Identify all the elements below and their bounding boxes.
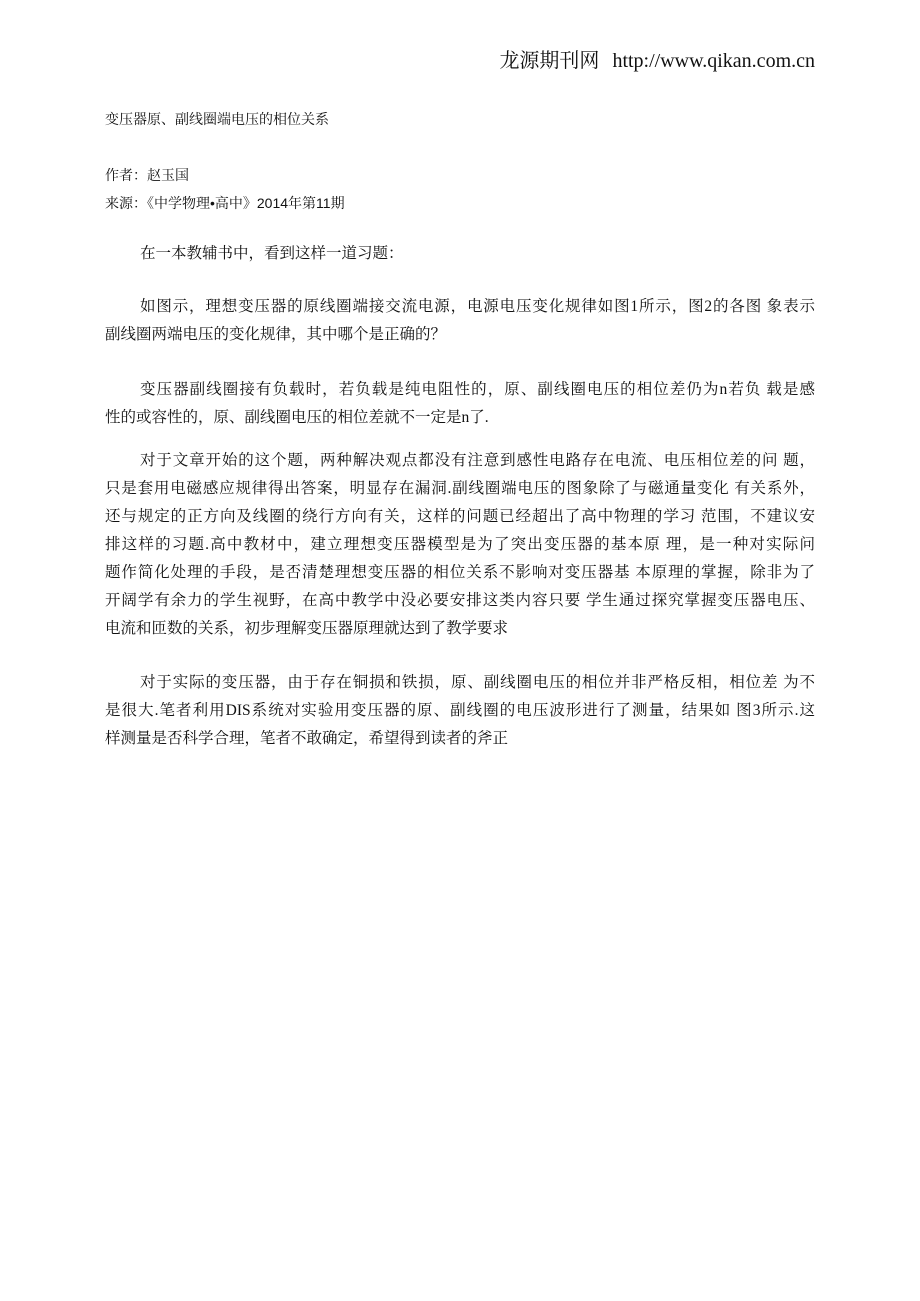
- page-header: [499, 44, 815, 73]
- article-source: 来源：《中学物理•高中》2014年第11期: [105, 195, 345, 211]
- paragraph-line: 电流和匝数的关系，初步理解变压器原理就达到了教学要求: [105, 620, 509, 637]
- paragraph-line: 对于实际的变压器，由于存在铜损和铁损，原、副线圈电压的相位并非严格反相，相位差 为不: [140, 674, 815, 691]
- paragraph-line: 变压器副线圈接有负载时，若负载是纯电阻性的，原、副线圈电压的相位差仍为n若负 载是感: [140, 381, 815, 398]
- paragraph-line: 开阔学有余力的学生视野，在高中教学中没必要安排这类内容只要 学生通过探究掌握变压器电压、: [105, 592, 815, 609]
- paragraph-line: 性的或容性的，原、副线圈电压的相位差就不一定是n了.: [105, 409, 489, 426]
- paragraph-line: 排这样的习题.高中教材中，建立理想变压器模型是为了突出变压器的基本原 理，是一种对实际问: [105, 536, 815, 553]
- paragraph-line: 是很大.笔者利用DIS系统对实验用变压器的原、副线圈的电压波形进行了测量，结果如 图3所示.这: [105, 702, 815, 719]
- paragraph-line: 如图示，理想变压器的原线圈端接交流电源，电源电压变化规律如图1所示，图2的各图 象表示: [140, 298, 815, 315]
- paragraph-line: 还与规定的正方向及线圈的绕行方向有关，这样的问题已经超出了高中物理的学习 范围，不建议安: [105, 508, 815, 525]
- paragraph-line: 对于文章开始的这个题，两种解决观点都没有注意到感性电路存在电流、电压相位差的问 题，: [140, 452, 815, 469]
- site-url[interactable]: http://www.qikan.com.cn: [612, 50, 815, 72]
- site-name: 龙源期刊网: [499, 50, 600, 72]
- paragraph-line: 在一本教辅书中，看到这样一道习题：: [140, 245, 404, 262]
- paragraph-line: 副线圈两端电压的变化规律，其中哪个是正确的？: [105, 326, 447, 343]
- article-author: 作者：赵玉国: [105, 167, 189, 183]
- article-title: 变压器原、副线圈端电压的相位关系: [105, 111, 329, 127]
- paragraph-line: 只是套用电磁感应规律得出答案，明显存在漏洞.副线圈端电压的图象除了与磁通量变化 有关系外，: [105, 480, 815, 497]
- paragraph-line: 题作简化处理的手段，是否清楚理想变压器的相位关系不影响对变压器基 本原理的掌握，除非为了: [105, 564, 815, 581]
- paragraph-line: 样测量是否科学合理，笔者不敢确定，希望得到读者的斧正: [105, 730, 509, 747]
